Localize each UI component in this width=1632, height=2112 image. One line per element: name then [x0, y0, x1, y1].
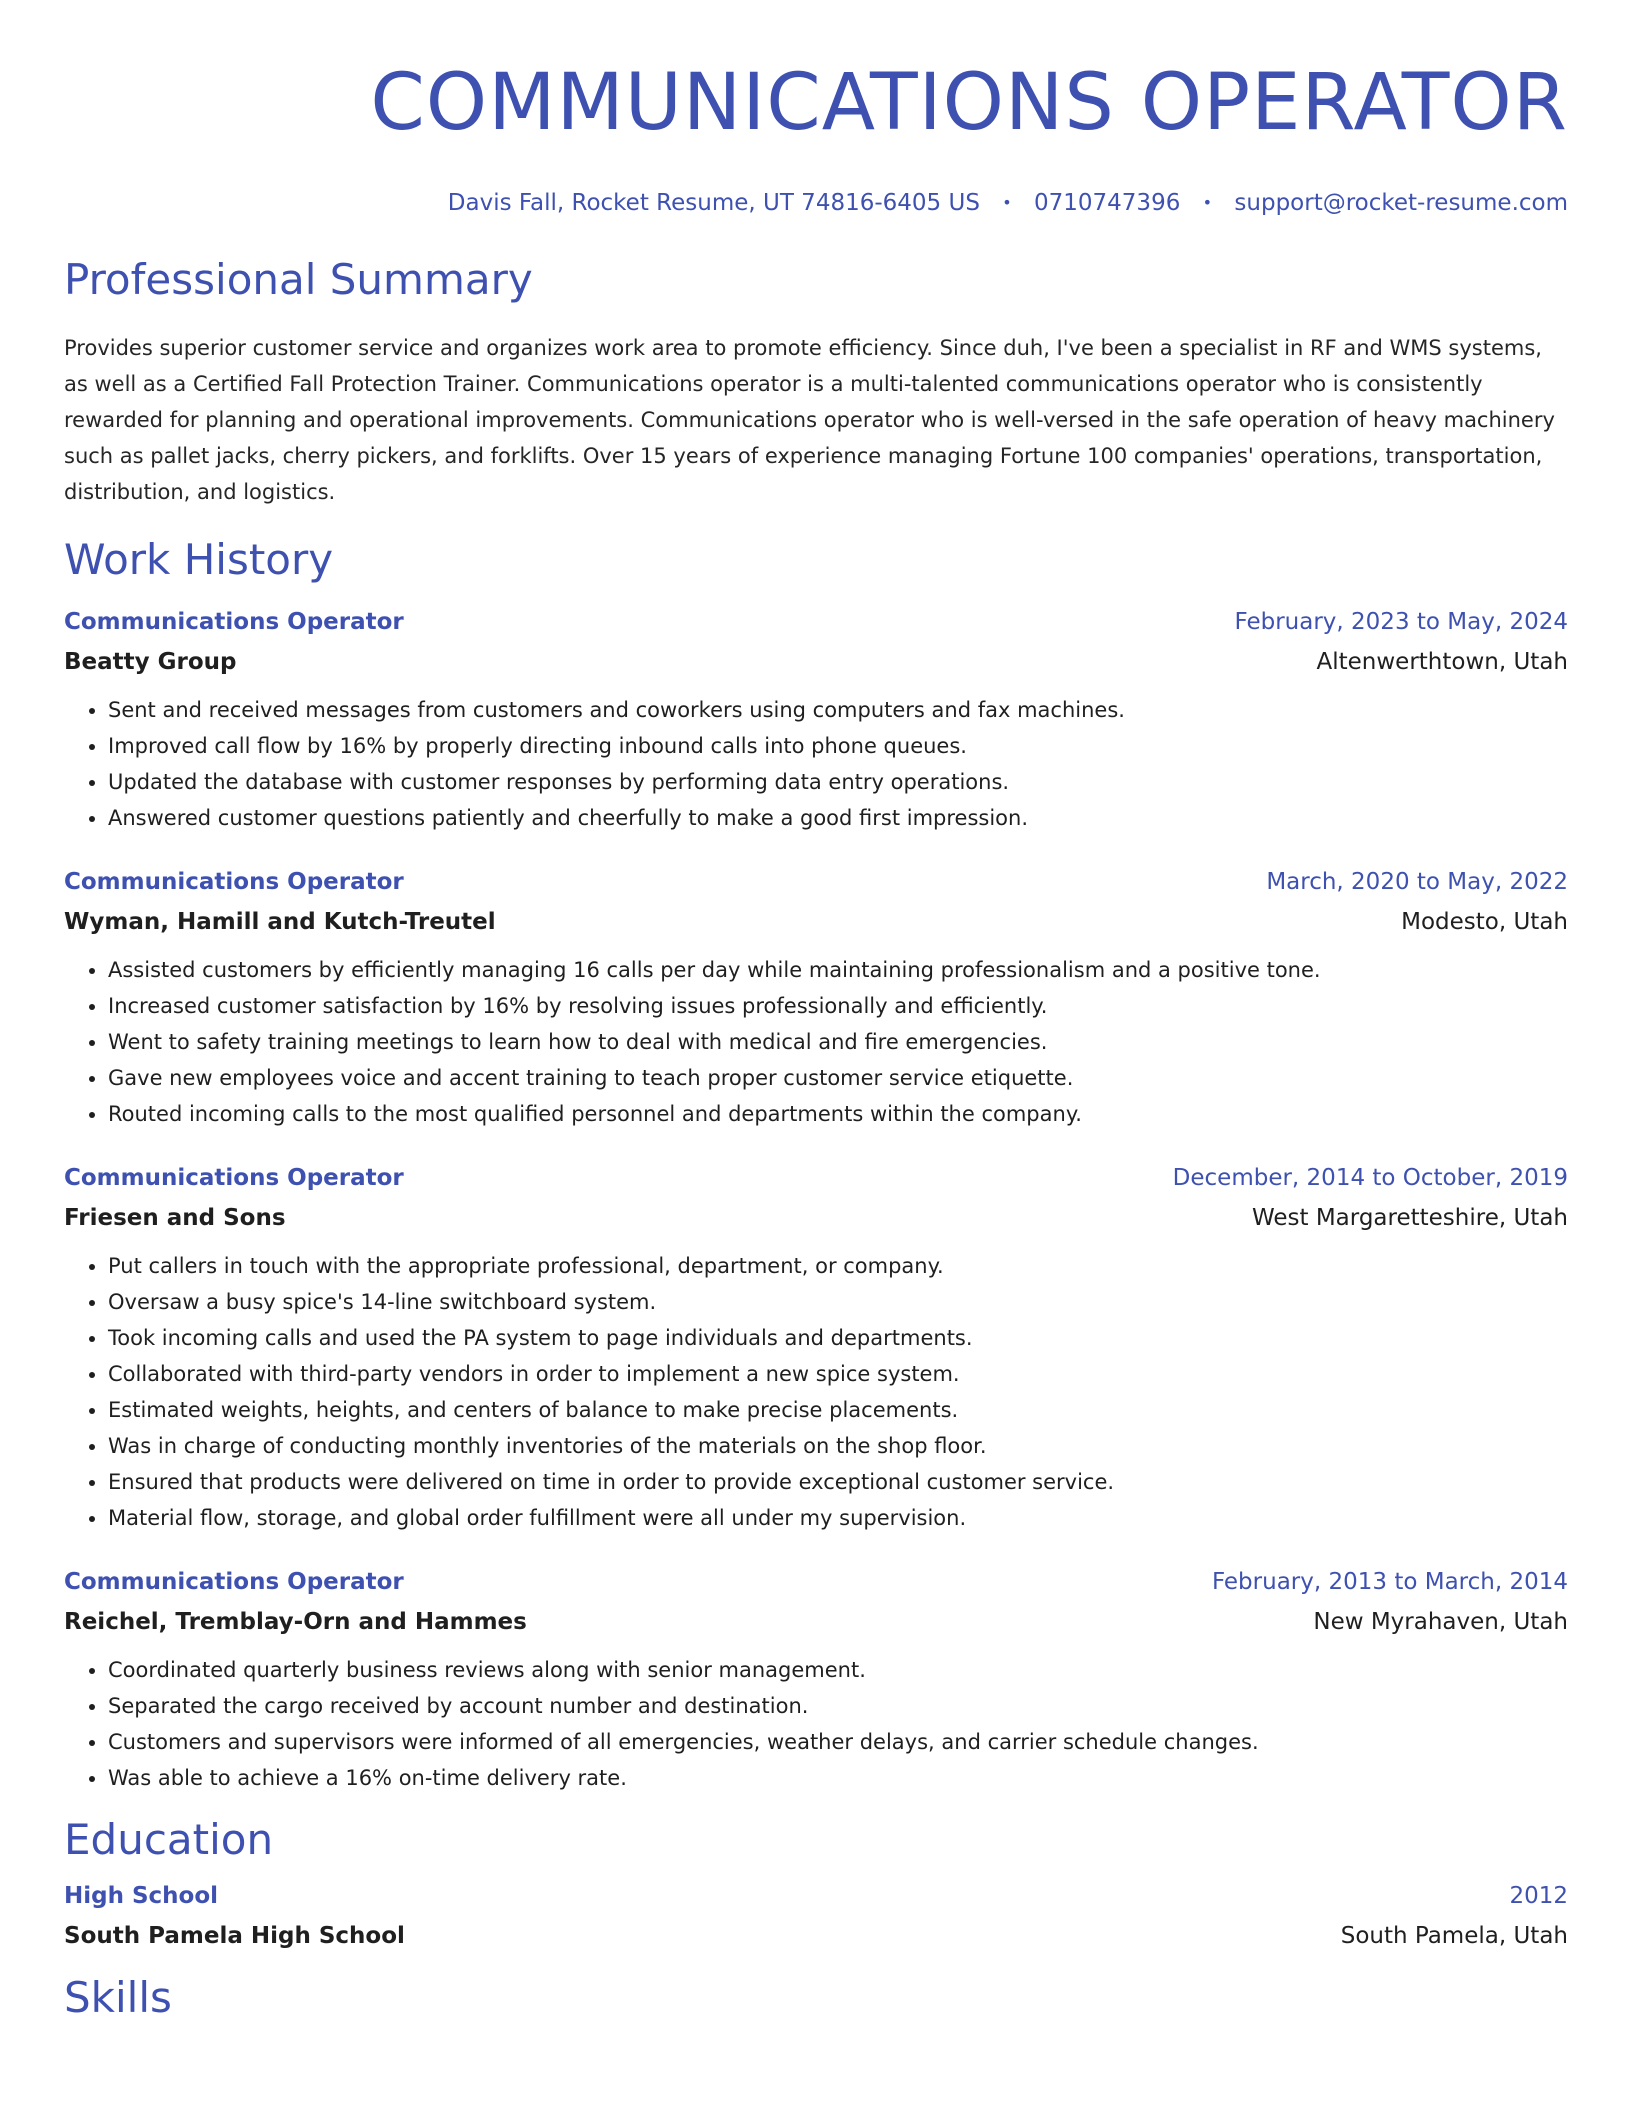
contact-phone: 0710747396 [1034, 190, 1181, 216]
resume-title: COMMUNICATIONS OPERATOR [370, 58, 1568, 148]
job-company: Friesen and Sons [64, 1205, 286, 1231]
job-bullet-list [64, 1652, 1568, 1796]
job-entry [64, 1158, 1568, 1536]
contact-email[interactable]: support@rocket-resume.com [1234, 190, 1568, 216]
job-header [64, 862, 1568, 902]
job-header [64, 1562, 1568, 1602]
job-bullet: • Customers and supervisors were informed of all emergencies, weather delays, and carrier schedule changes. [108, 1724, 1568, 1760]
job-bullet: • Assisted customers by efficiently managing 16 calls per day while maintaining professionalism and a positive tone. [108, 952, 1568, 988]
section-title-work-history: Work History [64, 535, 334, 584]
job-subheader [64, 1198, 1568, 1238]
job-bullet: • Improved call flow by 16% by properly directing inbound calls into phone queues. [108, 728, 1568, 764]
section-title-education: Education [64, 1815, 274, 1864]
contact-separator: • [1202, 193, 1213, 212]
job-dates: March, 2020 to May, 2022 [1266, 869, 1568, 895]
job-bullet: • Went to safety training meetings to learn how to deal with medical and fire emergencies. [108, 1024, 1568, 1060]
education-school: South Pamela High School [64, 1923, 405, 1949]
education-subheader [64, 1916, 1568, 1956]
section-title-summary: Professional Summary [64, 255, 533, 304]
job-entry [64, 1562, 1568, 1796]
job-location: Altenwerthtown, Utah [1316, 649, 1568, 675]
contact-line [64, 188, 1568, 218]
education-header [64, 1876, 1568, 1916]
section-title-skills: Skills [64, 1973, 172, 2022]
job-bullet: • Answered customer questions patiently and cheerfully to make a good first impression. [108, 800, 1568, 836]
job-location: New Myrahaven, Utah [1313, 1609, 1568, 1635]
job-company: Beatty Group [64, 649, 237, 675]
job-subheader [64, 1602, 1568, 1642]
job-bullet: • Increased customer satisfaction by 16% by resolving issues professionally and efficiently. [108, 988, 1568, 1024]
job-bullet: • Oversaw a busy spice's 14-line switchboard system. [108, 1284, 1568, 1320]
job-bullet: • Took incoming calls and used the PA system to page individuals and departments. [108, 1320, 1568, 1356]
job-bullet: • Estimated weights, heights, and centers of balance to make precise placements. [108, 1392, 1568, 1428]
job-entry [64, 602, 1568, 836]
education-entry [64, 1876, 1568, 1956]
job-title: Communications Operator [64, 1569, 404, 1595]
job-bullet-list [64, 952, 1568, 1132]
education-year: 2012 [1509, 1883, 1568, 1909]
job-location: Modesto, Utah [1401, 909, 1568, 935]
job-title: Communications Operator [64, 869, 404, 895]
education-degree: High School [64, 1883, 219, 1909]
contact-separator: • [1002, 193, 1012, 212]
job-bullet: • Ensured that products were delivered on time in order to provide exceptional customer service. [108, 1464, 1568, 1500]
summary-text: Provides superior customer service and organizes work area to promote efficiency. Since duh, I've been a specialist in RF and WMS systems, as well as a Certified Fall Protection Trainer. Communications operator is a multi-talented communications operator who is consistently rewarded for planning and operational improvements. Communications operator who is well-versed in the safe operation of heavy machinery such as pallet jacks, cherry pickers, and forklifts. Over 15 years of experience managing Fortune 100 companies' operations, transportation, distribution, and logistics. [64, 336, 1555, 504]
job-company: Wyman, Hamill and Kutch-Treutel [64, 909, 496, 935]
job-header [64, 602, 1568, 642]
job-bullet: • Collaborated with third-party vendors in order to implement a new spice system. [108, 1356, 1568, 1392]
job-company: Reichel, Tremblay-Orn and Hammes [64, 1609, 527, 1635]
job-entry [64, 862, 1568, 1132]
job-bullet: • Was able to achieve a 16% on-time delivery rate. [108, 1760, 1568, 1796]
job-bullet: • Coordinated quarterly business reviews along with senior management. [108, 1652, 1568, 1688]
resume-header [64, 0, 1568, 218]
job-bullet: • Material flow, storage, and global order fulfillment were all under my supervision. [108, 1500, 1568, 1536]
job-location: West Margaretteshire, Utah [1251, 1205, 1568, 1231]
job-header [64, 1158, 1568, 1198]
job-bullet: • Updated the database with customer responses by performing data entry operations. [108, 764, 1568, 800]
job-bullet: • Put callers in touch with the appropriate professional, department, or company. [108, 1248, 1568, 1284]
job-bullet: • Gave new employees voice and accent training to teach proper customer service etiquette. [108, 1060, 1568, 1096]
job-bullet: • Sent and received messages from customers and coworkers using computers and fax machines. [108, 692, 1568, 728]
job-dates: February, 2013 to March, 2014 [1211, 1569, 1568, 1595]
job-bullet: • Routed incoming calls to the most qualified personnel and departments within the company. [108, 1096, 1568, 1132]
contact-address: Davis Fall, Rocket Resume, UT 74816-6405 US [447, 190, 980, 216]
job-bullet-list [64, 1248, 1568, 1536]
job-dates: February, 2023 to May, 2024 [1234, 609, 1568, 635]
job-bullet: • Separated the cargo received by account number and destination. [108, 1688, 1568, 1724]
education-location: South Pamela, Utah [1340, 1923, 1568, 1949]
job-bullet: • Was in charge of conducting monthly inventories of the materials on the shop floor. [108, 1428, 1568, 1464]
job-bullet-list [64, 692, 1568, 836]
job-title: Communications Operator [64, 609, 404, 635]
job-subheader [64, 642, 1568, 682]
job-subheader [64, 902, 1568, 942]
job-dates: December, 2014 to October, 2019 [1172, 1165, 1568, 1191]
job-title: Communications Operator [64, 1165, 404, 1191]
